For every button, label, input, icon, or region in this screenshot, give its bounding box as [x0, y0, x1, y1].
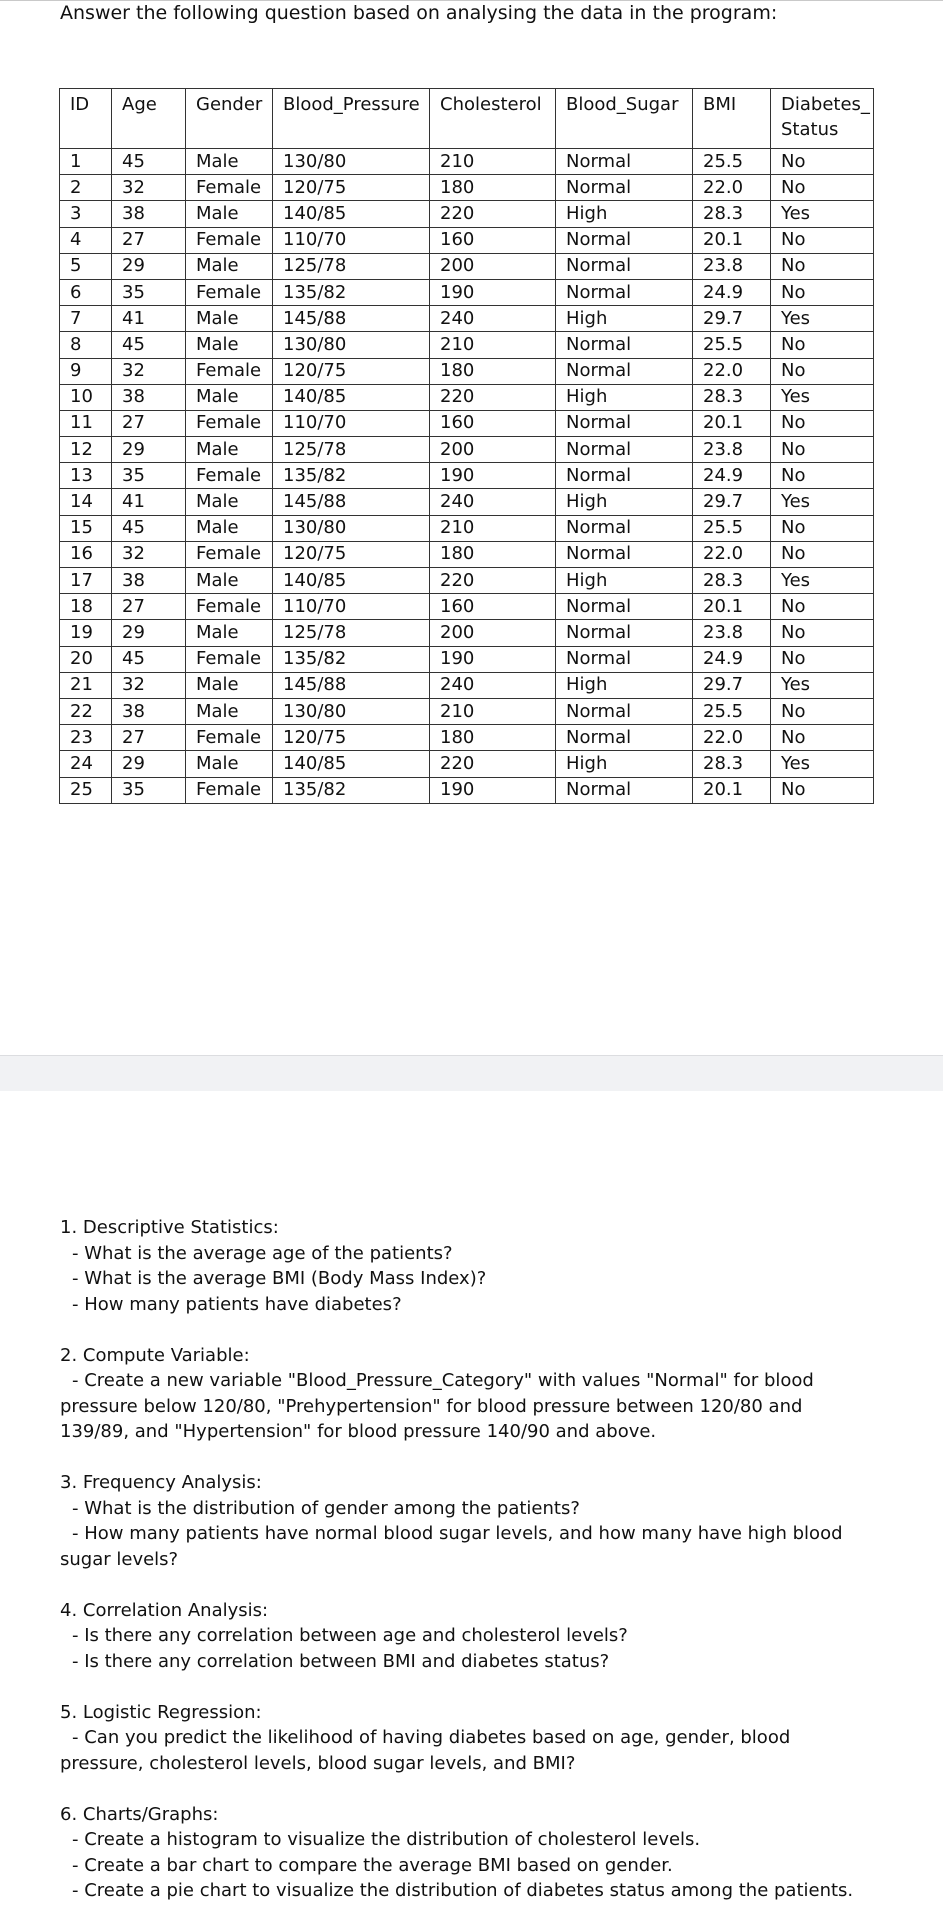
table-cell: 240: [430, 306, 556, 332]
table-cell: Female: [186, 777, 273, 803]
table-cell: 22: [60, 698, 112, 724]
column-header: Blood_Sugar: [556, 89, 693, 149]
question-item: - How many patients have normal blood sugar levels, and how many have high blood sugar levels?: [60, 1523, 843, 1570]
table-cell: 45: [112, 515, 186, 541]
question-list: [60, 1215, 870, 1929]
table-cell: 28.3: [693, 201, 771, 227]
question-block: [60, 1470, 870, 1572]
table-row: [60, 332, 874, 358]
table-cell: Yes: [771, 568, 874, 594]
table-cell: 22.0: [693, 175, 771, 201]
table-cell: 180: [430, 358, 556, 384]
table-cell: 38: [112, 698, 186, 724]
question-title: 3. Frequency Analysis:: [60, 1472, 262, 1493]
table-cell: Normal: [556, 410, 693, 436]
table-cell: 23.8: [693, 620, 771, 646]
table-cell: 13: [60, 463, 112, 489]
table-cell: 38: [112, 201, 186, 227]
table-row: [60, 594, 874, 620]
table-cell: Male: [186, 751, 273, 777]
table-row: [60, 384, 874, 410]
table-cell: 7: [60, 306, 112, 332]
question-item: - Is there any correlation between age and cholesterol levels?: [72, 1625, 628, 1646]
question-block: [60, 1802, 870, 1904]
table-cell: 35: [112, 777, 186, 803]
table-cell: Yes: [771, 751, 874, 777]
table-cell: No: [771, 646, 874, 672]
table-cell: High: [556, 201, 693, 227]
table-cell: No: [771, 777, 874, 803]
table-cell: 5: [60, 253, 112, 279]
table-cell: 135/82: [273, 646, 430, 672]
table-cell: 210: [430, 698, 556, 724]
table-cell: 135/82: [273, 777, 430, 803]
table-cell: 120/75: [273, 358, 430, 384]
question-title: 2. Compute Variable:: [60, 1344, 250, 1366]
table-cell: No: [771, 227, 874, 253]
table-row: [60, 358, 874, 384]
table-cell: 130/80: [273, 149, 430, 175]
table-cell: 29.7: [693, 672, 771, 698]
table-cell: 17: [60, 568, 112, 594]
table-cell: 200: [430, 620, 556, 646]
table-cell: 35: [112, 463, 186, 489]
question-block: [60, 1215, 870, 1317]
table-cell: Normal: [556, 437, 693, 463]
table-cell: 29: [112, 620, 186, 646]
table-cell: Normal: [556, 253, 693, 279]
patient-data-table: [59, 88, 874, 804]
question-item: - What is the distribution of gender among the patients?: [72, 1497, 580, 1519]
table-cell: Male: [186, 253, 273, 279]
table-cell: Normal: [556, 515, 693, 541]
column-header: Blood_Pressure: [273, 89, 430, 149]
table-cell: 24.9: [693, 463, 771, 489]
table-cell: Female: [186, 646, 273, 672]
table-cell: Female: [186, 725, 273, 751]
table-cell: 29: [112, 253, 186, 279]
table-cell: No: [771, 332, 874, 358]
table-cell: Male: [186, 568, 273, 594]
table-cell: 240: [430, 489, 556, 515]
table-cell: 140/85: [273, 568, 430, 594]
table-cell: High: [556, 306, 693, 332]
table-cell: 29.7: [693, 489, 771, 515]
table-row: [60, 279, 874, 305]
question-title: 4. Correlation Analysis:: [60, 1599, 269, 1621]
table-cell: 25.5: [693, 149, 771, 175]
question-block: [60, 1598, 870, 1675]
table-cell: No: [771, 463, 874, 489]
table-row: [60, 410, 874, 436]
table-row: [60, 620, 874, 646]
table-cell: No: [771, 358, 874, 384]
table-row: [60, 777, 874, 803]
table-cell: Normal: [556, 279, 693, 305]
table-cell: 25: [60, 777, 112, 803]
table-cell: No: [771, 175, 874, 201]
table-cell: 125/78: [273, 620, 430, 646]
table-cell: Female: [186, 594, 273, 620]
table-cell: 18: [60, 594, 112, 620]
table-cell: 20.1: [693, 777, 771, 803]
table-cell: 22.0: [693, 358, 771, 384]
table-cell: 20.1: [693, 594, 771, 620]
table-cell: Male: [186, 620, 273, 646]
table-cell: 130/80: [273, 698, 430, 724]
table-cell: 32: [112, 672, 186, 698]
table-cell: 14: [60, 489, 112, 515]
table-row: [60, 672, 874, 698]
table-cell: 145/88: [273, 672, 430, 698]
table-cell: 140/85: [273, 751, 430, 777]
table-cell: 125/78: [273, 253, 430, 279]
table-cell: Yes: [771, 384, 874, 410]
table-cell: 135/82: [273, 279, 430, 305]
table-cell: 8: [60, 332, 112, 358]
table-cell: Female: [186, 279, 273, 305]
table-cell: 200: [430, 437, 556, 463]
table-row: [60, 175, 874, 201]
table-cell: 160: [430, 594, 556, 620]
table-cell: 145/88: [273, 489, 430, 515]
table-cell: Yes: [771, 489, 874, 515]
table-cell: 32: [112, 175, 186, 201]
table-cell: 120/75: [273, 725, 430, 751]
table-cell: 140/85: [273, 201, 430, 227]
table-cell: 25.5: [693, 332, 771, 358]
table-cell: Yes: [771, 306, 874, 332]
table-row: [60, 646, 874, 672]
table-cell: 27: [112, 594, 186, 620]
table-cell: 41: [112, 489, 186, 515]
table-row: [60, 463, 874, 489]
table-cell: 23.8: [693, 437, 771, 463]
question-block: [60, 1700, 870, 1777]
table-cell: 110/70: [273, 594, 430, 620]
table-cell: High: [556, 672, 693, 698]
table-cell: 145/88: [273, 306, 430, 332]
table-cell: 27: [112, 725, 186, 751]
table-row: [60, 149, 874, 175]
table-cell: 220: [430, 201, 556, 227]
table-cell: 120/75: [273, 541, 430, 567]
table-cell: 110/70: [273, 227, 430, 253]
table-cell: Male: [186, 149, 273, 175]
intro-instruction: Answer the following question based on analysing the data in the program:: [60, 2, 778, 24]
table-cell: Female: [186, 175, 273, 201]
table-cell: 25.5: [693, 698, 771, 724]
table-cell: Normal: [556, 358, 693, 384]
column-header: Diabetes_ Status: [771, 89, 874, 149]
question-item: - Create a bar chart to compare the average BMI based on gender.: [72, 1854, 673, 1876]
table-cell: 28.3: [693, 751, 771, 777]
table-cell: Male: [186, 515, 273, 541]
table-cell: 130/80: [273, 515, 430, 541]
table-cell: High: [556, 751, 693, 777]
table-cell: 24: [60, 751, 112, 777]
table-cell: 190: [430, 279, 556, 305]
table-row: [60, 568, 874, 594]
table-row: [60, 725, 874, 751]
table-cell: 110/70: [273, 410, 430, 436]
table-cell: Normal: [556, 725, 693, 751]
table-cell: 45: [112, 332, 186, 358]
table-cell: High: [556, 568, 693, 594]
table-cell: 24.9: [693, 279, 771, 305]
table-row: [60, 201, 874, 227]
table-row: [60, 437, 874, 463]
table-cell: Yes: [771, 672, 874, 698]
column-header: Gender: [186, 89, 273, 149]
table-cell: 220: [430, 384, 556, 410]
table-cell: Normal: [556, 463, 693, 489]
table-cell: No: [771, 253, 874, 279]
table-cell: 32: [112, 541, 186, 567]
table-cell: Female: [186, 410, 273, 436]
table-cell: 15: [60, 515, 112, 541]
table-cell: 210: [430, 515, 556, 541]
table-cell: 190: [430, 777, 556, 803]
column-header: BMI: [693, 89, 771, 149]
table-cell: High: [556, 384, 693, 410]
table-cell: 160: [430, 227, 556, 253]
table-cell: Male: [186, 306, 273, 332]
column-header: Cholesterol: [430, 89, 556, 149]
table-cell: Normal: [556, 594, 693, 620]
table-cell: 190: [430, 463, 556, 489]
table-cell: 16: [60, 541, 112, 567]
table-cell: Male: [186, 489, 273, 515]
table-row: [60, 489, 874, 515]
table-cell: No: [771, 279, 874, 305]
table-cell: 41: [112, 306, 186, 332]
table-cell: 140/85: [273, 384, 430, 410]
table-cell: Male: [186, 332, 273, 358]
table-cell: Male: [186, 201, 273, 227]
table-cell: Normal: [556, 698, 693, 724]
table-cell: 2: [60, 175, 112, 201]
table-cell: 240: [430, 672, 556, 698]
table-cell: 125/78: [273, 437, 430, 463]
table-cell: 25.5: [693, 515, 771, 541]
table-cell: Normal: [556, 620, 693, 646]
table-cell: No: [771, 149, 874, 175]
table-cell: 27: [112, 410, 186, 436]
table-cell: 29: [112, 437, 186, 463]
table-cell: Male: [186, 672, 273, 698]
table-cell: 29.7: [693, 306, 771, 332]
table-cell: 210: [430, 149, 556, 175]
table-cell: 24.9: [693, 646, 771, 672]
table-cell: Female: [186, 227, 273, 253]
table-cell: No: [771, 410, 874, 436]
table-cell: 21: [60, 672, 112, 698]
table-cell: 9: [60, 358, 112, 384]
question-item: - Create a histogram to visualize the distribution of cholesterol levels.: [72, 1829, 701, 1850]
table-cell: Male: [186, 437, 273, 463]
question-item: - Create a pie chart to visualize the distribution of diabetes status among the patients.: [72, 1880, 854, 1901]
table-cell: 120/75: [273, 175, 430, 201]
table-cell: 23: [60, 725, 112, 751]
table-cell: 3: [60, 201, 112, 227]
table-cell: 28.3: [693, 384, 771, 410]
table-cell: No: [771, 541, 874, 567]
question-item: - What is the average age of the patients?: [72, 1242, 453, 1264]
table-cell: 190: [430, 646, 556, 672]
table-cell: Normal: [556, 777, 693, 803]
page-separator: [0, 1055, 943, 1091]
table-cell: 22.0: [693, 725, 771, 751]
table-row: [60, 253, 874, 279]
table-cell: Normal: [556, 175, 693, 201]
table-cell: No: [771, 515, 874, 541]
question-title: 6. Charts/Graphs:: [60, 1803, 219, 1825]
table-cell: 23.8: [693, 253, 771, 279]
table-cell: 20.1: [693, 410, 771, 436]
table-cell: 200: [430, 253, 556, 279]
table-cell: 135/82: [273, 463, 430, 489]
table-cell: 11: [60, 410, 112, 436]
table-cell: Normal: [556, 149, 693, 175]
table-cell: 45: [112, 149, 186, 175]
table-cell: 180: [430, 541, 556, 567]
table-cell: No: [771, 620, 874, 646]
table-cell: Male: [186, 384, 273, 410]
question-item: - How many patients have diabetes?: [72, 1293, 402, 1315]
table-cell: 38: [112, 384, 186, 410]
table-cell: 220: [430, 568, 556, 594]
question-block: [60, 1343, 870, 1445]
table-row: [60, 541, 874, 567]
table-cell: No: [771, 437, 874, 463]
table-cell: 210: [430, 332, 556, 358]
table-row: [60, 751, 874, 777]
table-cell: No: [771, 725, 874, 751]
table-cell: 130/80: [273, 332, 430, 358]
top-divider: [0, 0, 943, 1]
table-header-row: [60, 89, 874, 149]
table-cell: 19: [60, 620, 112, 646]
table-cell: 1: [60, 149, 112, 175]
table-cell: 220: [430, 751, 556, 777]
column-header: ID: [60, 89, 112, 149]
table-cell: 35: [112, 279, 186, 305]
table-cell: 29: [112, 751, 186, 777]
question-title: 1. Descriptive Statistics:: [60, 1217, 279, 1238]
table-cell: Normal: [556, 541, 693, 567]
table-cell: 6: [60, 279, 112, 305]
table-cell: 180: [430, 175, 556, 201]
question-item: - Is there any correlation between BMI and diabetes status?: [72, 1650, 610, 1672]
table-cell: 160: [430, 410, 556, 436]
table-cell: 27: [112, 227, 186, 253]
table-cell: Normal: [556, 332, 693, 358]
table-body: [60, 149, 874, 804]
table-cell: 180: [430, 725, 556, 751]
question-item: - Create a new variable "Blood_Pressure_Category" with values "Normal" for blood pressure below 120/80, "Prehypertension" for blood pressure between 120/80 and 139/89, and "Hypertension" for blood pressure 140/90 and above.: [60, 1370, 814, 1442]
column-header: Age: [112, 89, 186, 149]
table-cell: Female: [186, 358, 273, 384]
table-cell: 38: [112, 568, 186, 594]
table-cell: No: [771, 698, 874, 724]
table-cell: 45: [112, 646, 186, 672]
table-cell: 22.0: [693, 541, 771, 567]
table-cell: Normal: [556, 227, 693, 253]
table-cell: Male: [186, 698, 273, 724]
question-item: - What is the average BMI (Body Mass Index)?: [72, 1268, 487, 1289]
table-cell: 28.3: [693, 568, 771, 594]
table-cell: 20.1: [693, 227, 771, 253]
table-row: [60, 515, 874, 541]
table-cell: Yes: [771, 201, 874, 227]
table-cell: No: [771, 594, 874, 620]
table-row: [60, 306, 874, 332]
question-title: 5. Logistic Regression:: [60, 1701, 262, 1723]
table-cell: 4: [60, 227, 112, 253]
table-cell: 10: [60, 384, 112, 410]
table-row: [60, 227, 874, 253]
table-cell: Female: [186, 541, 273, 567]
table-cell: 32: [112, 358, 186, 384]
table-cell: Female: [186, 463, 273, 489]
table-row: [60, 698, 874, 724]
table-cell: Normal: [556, 646, 693, 672]
table-cell: 20: [60, 646, 112, 672]
table-cell: High: [556, 489, 693, 515]
table-cell: 12: [60, 437, 112, 463]
question-item: - Can you predict the likelihood of having diabetes based on age, gender, blood pressure, cholesterol levels, blood sugar levels, and BMI?: [60, 1727, 791, 1774]
